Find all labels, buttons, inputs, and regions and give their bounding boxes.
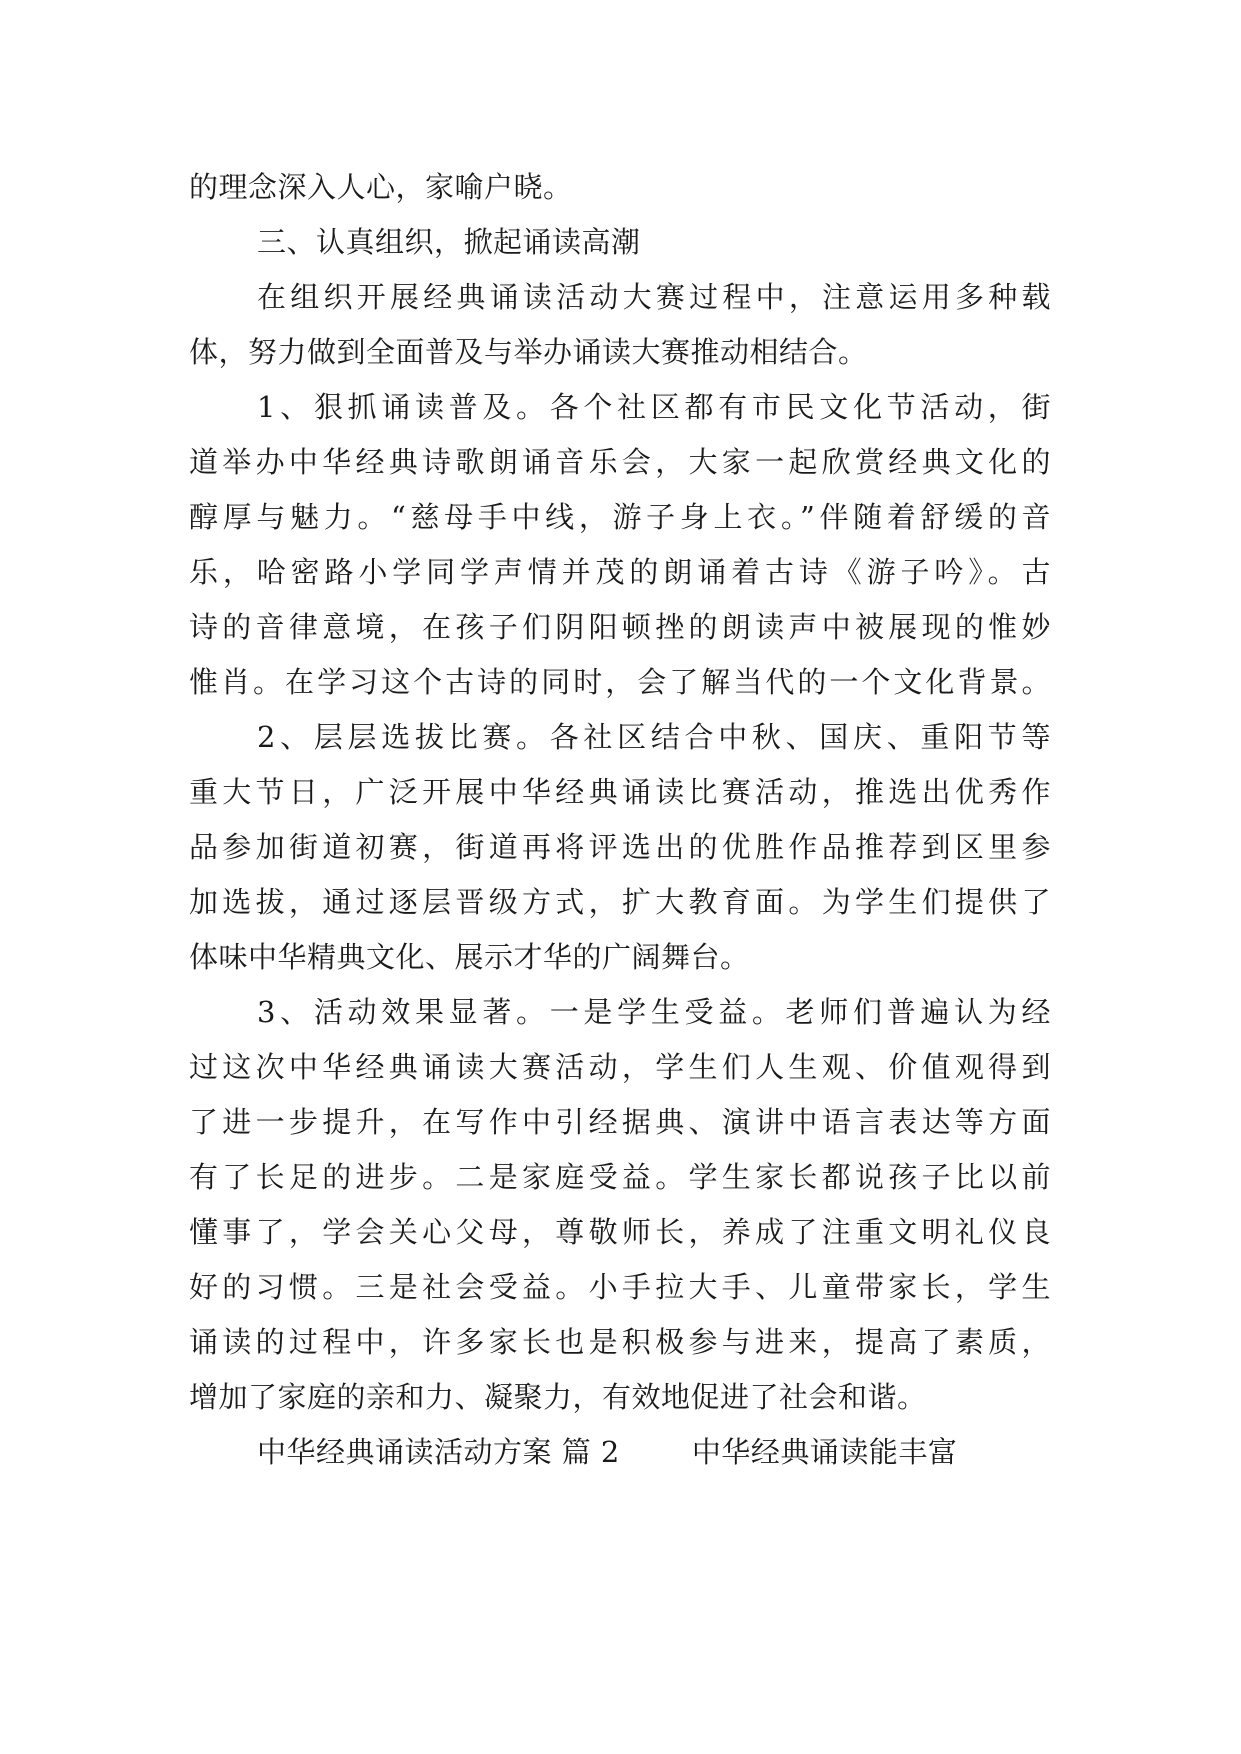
text-line: 好的习惯。三是社会受益。小手拉大手、儿童带家长，学生: [189, 1270, 1051, 1304]
text-line: 醇厚与魅力。“慈母手中线，游子身上衣。”伴随着舒缓的音: [189, 500, 1051, 534]
text-line: 3、活动效果显著。一是学生受益。老师们普遍认为经: [257, 995, 1051, 1029]
text-line: 道举办中华经典诗歌朗诵音乐会，大家一起欣赏经典文化的: [189, 445, 1051, 479]
text-line: 了进一步提升，在写作中引经据典、演讲中语言表达等方面: [189, 1105, 1051, 1139]
text-line: 惟肖。在学习这个古诗的同时，会了解当代的一个文化背景。: [189, 665, 1051, 699]
section-heading: 三、认真组织，掀起诵读高潮: [257, 225, 641, 259]
text-line: 增加了家庭的亲和力、凝聚力，有效地促进了社会和谐。: [189, 1380, 927, 1414]
text-line: 重大节日，广泛开展中华经典诵读比赛活动，推选出优秀作: [189, 775, 1051, 809]
text-line: 品参加街道初赛，街道再将评选出的优胜作品推荐到区里参: [189, 830, 1051, 864]
article-title: 中华经典诵读活动方案 篇 2: [257, 1435, 620, 1469]
document-page: [189, 160, 1051, 1480]
text-line: 诗的音律意境，在孩子们阴阳顿挫的朗读声中被展现的惟妙: [189, 610, 1051, 644]
text-line: 2、层层选拔比赛。各社区结合中秋、国庆、重阳节等: [257, 720, 1051, 754]
text-line: 体，努力做到全面普及与举办诵读大赛推动相结合。: [189, 335, 868, 369]
continuation-text: 中华经典诵读能丰富: [691, 1435, 958, 1469]
text-line: 体味中华精典文化、展示才华的广阔舞台。: [189, 940, 750, 974]
text-line: 的理念深入人心，家喻户晓。: [189, 170, 573, 204]
text-line: 懂事了，学会关心父母，尊敬师长，养成了注重文明礼仪良: [189, 1215, 1051, 1249]
text-line: 诵读的过程中，许多家长也是积极参与进来，提高了素质，: [189, 1325, 1051, 1359]
text-line: 乐，哈密路小学同学声情并茂的朗诵着古诗《游子吟》。古: [189, 555, 1051, 589]
text-line: 1、狠抓诵读普及。各个社区都有市民文化节活动，街: [257, 390, 1051, 424]
text-line: 有了长足的进步。二是家庭受益。学生家长都说孩子比以前: [189, 1160, 1051, 1194]
article-title-line: [189, 1425, 1051, 1480]
text-line: 加选拔，通过逐层晋级方式，扩大教育面。为学生们提供了: [189, 885, 1051, 919]
text-line: 过这次中华经典诵读大赛活动，学生们人生观、价值观得到: [189, 1050, 1051, 1084]
text-line: 在组织开展经典诵读活动大赛过程中，注意运用多种载: [257, 280, 1051, 314]
